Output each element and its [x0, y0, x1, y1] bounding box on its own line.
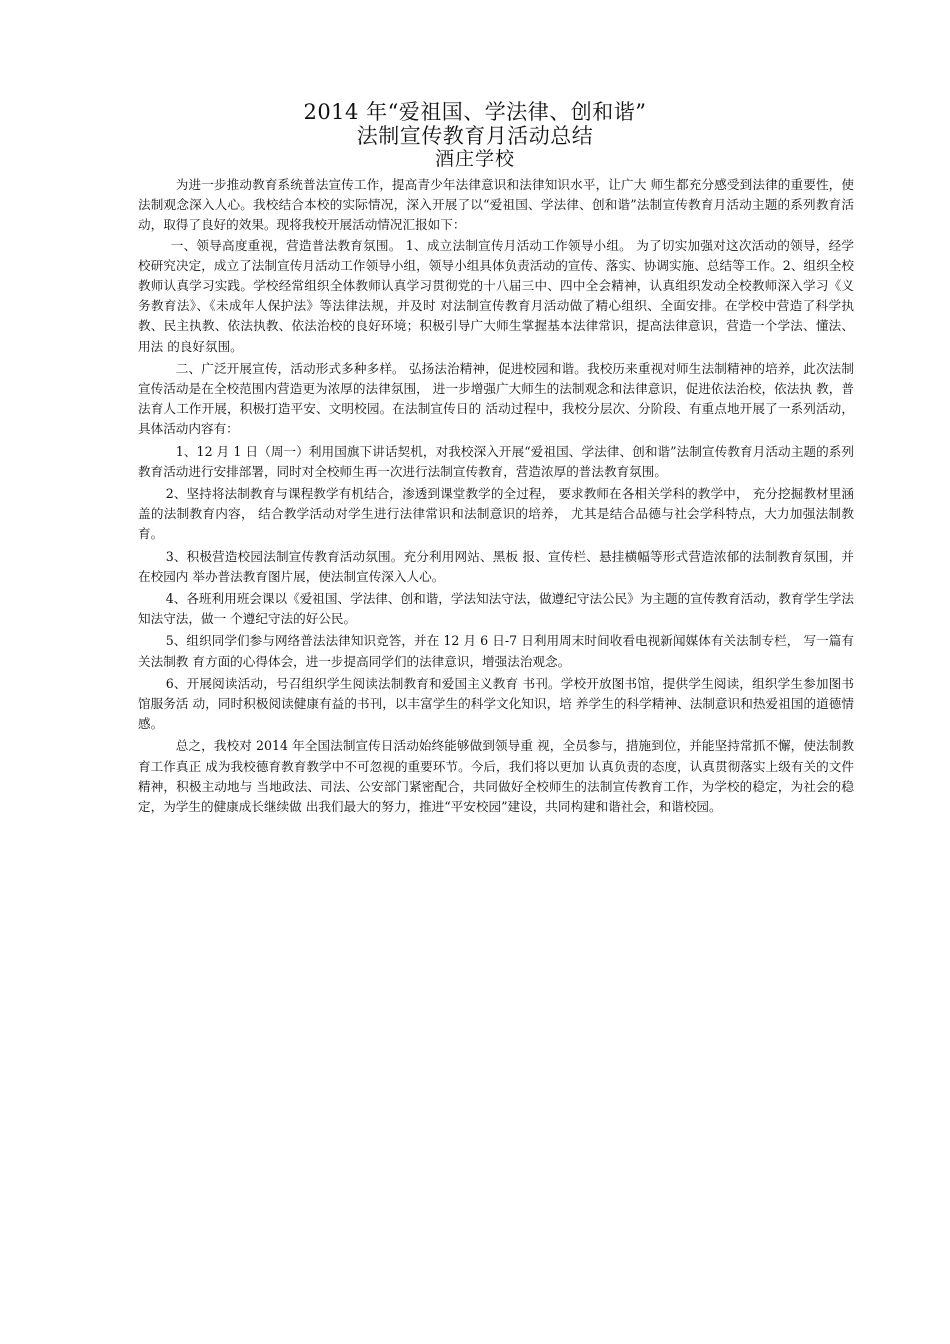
activity-3-paragraph: 3、积极营造校园法制宣传教育活动氛围。充分利用网站、黑板 报、宣传栏、悬挂横幅等形式营造浓郁的法制教育氛围，并在校园内 举办普法教育图片展，使法制宣传深入人心。 [138, 548, 854, 584]
title-block [0, 100, 950, 170]
section-2-paragraph: 二、广泛开展宣传，活动形式多种多样。 弘扬法治精神，促进校园和谐。我校历来重视对师生法制精神的培养，此次法制宣传活动是在全校范围内营造更为浓厚的法律氛围， 进一步增强广大师生的法制观念和法律意识，促进依法治校，依法执 教，普法育人工作开展，积极打造平安、文明校园。在法制宣传日的 活动过程中，我校分层次、分阶段、有重点地开展了一系列活动，具体活动内容有： [138, 360, 854, 437]
section-1-paragraph: 一、领导高度重视，营造普法教育氛围。 1、成立法制宣传月活动工作领导小组。 为了切实加强对这次活动的领导，经学校研究决定，成立了法制宣传月活动工作领导小组，领导小组具体负责活动的宣传、落实、协调实施、总结等工作。2、组织全校教师认真学习实践。学校经常组织全体教师认真学习贯彻党的十八届三中、四中全会精神，认真组织发动全校教师深入学习《义务教育法》、《未成年人保护法》等法律法规，并及时 对法制宣传教育月活动做了精心组织、全面安排。在学校中营造了科学执教、民主执教、依法执教、依法治校的良好环境；积极引导广大师生掌握基本法律常识，提高法律意识，营造一个学法、懂法、用法 的良好氛围。 [138, 237, 854, 354]
document-title-line-1: 2014 年“爱祖国、学法律、创和谐” [303, 100, 647, 124]
activity-1-paragraph: 1、12 月 1 日（周一）利用国旗下讲话契机，对我校深入开展“爱祖国、学法律、创和谐”法制宣传教育月活动主题的系列教育活动进行安排部署，同时对全校师生再一次进行法制宣传教育，营造浓厚的普法教育氛围。 [138, 443, 854, 479]
document-title-line-2: 法制宣传教育月活动总结 [356, 124, 594, 148]
intro-paragraph: 为进一步推动教育系统普法宣传工作，提高青少年法律意识和法律知识水平，让广大 师生都充分感受到法律的重要性，使法制观念深入人心。我校结合本校的实际情况，深入开展了以“爱祖国、学法律、创和谐”法制宣传教育月活动主题的系列教育活动，取得了良好的效果。现将我校开展活动情况汇报如下： [138, 177, 854, 233]
activity-5-paragraph: 5、组织同学们参与网络普法法律知识竞答，并在 12 月 6 日-7 日利用周末时间收看电视新闻媒体有关法制专栏， 写一篇有关法制教 育方面的心得体会，进一步提高同学们的法律意识，增强法治观念。 [138, 633, 854, 669]
school-name: 酒庄学校 [434, 148, 515, 170]
conclusion-paragraph: 总之，我校对 2014 年全国法制宣传日活动始终能够做到领导重 视，全员参与，措施到位，并能坚持常抓不懈，使法制教育工作真正 成为我校德育教育教学中不可忽视的重要环节。今后，我们将以更加 认真负责的态度，认真贯彻落实上级有关的文件精神，积极主动地与 当地政法、司法、公安部门紧密配合，共同做好全校师生的法制宣传教育工作，为学校的稳定，为社会的稳定，为学生的健康成长继续做 出我们最大的努力，推进“平安校园”建设，共同构建和谐社会，和谐校园。 [138, 738, 854, 815]
activity-2-paragraph: 2、坚持将法制教育与课程教学有机结合，渗透到课堂教学的全过程， 要求教师在各相关学科的教学中， 充分挖掘教材里涵盖的法制教育内容， 结合教学活动对学生进行法律常识和法制意识的培养， 尤其是结合品德与社会学科特点，大力加强法制教育。 [138, 486, 854, 542]
activity-4-paragraph: 4、各班利用班会课以《爱祖国、学法律、创和谐，学法知法守法，做遵纪守法公民》为主题的宣传教育活动，教育学生学法知法守法，做一 个遵纪守法的好公民。 [138, 591, 854, 627]
activity-6-paragraph: 6、开展阅读活动，号召组织学生阅读法制教育和爱国主义教育 书刊。学校开放图书馆，提供学生阅读，组织学生参加图书馆服务活 动，同时积极阅读健康有益的书刊，以丰富学生的科学文化知识，培 养学生的科学精神、法制意识和热爱祖国的道德情感。 [138, 675, 854, 732]
document-body [138, 175, 854, 819]
